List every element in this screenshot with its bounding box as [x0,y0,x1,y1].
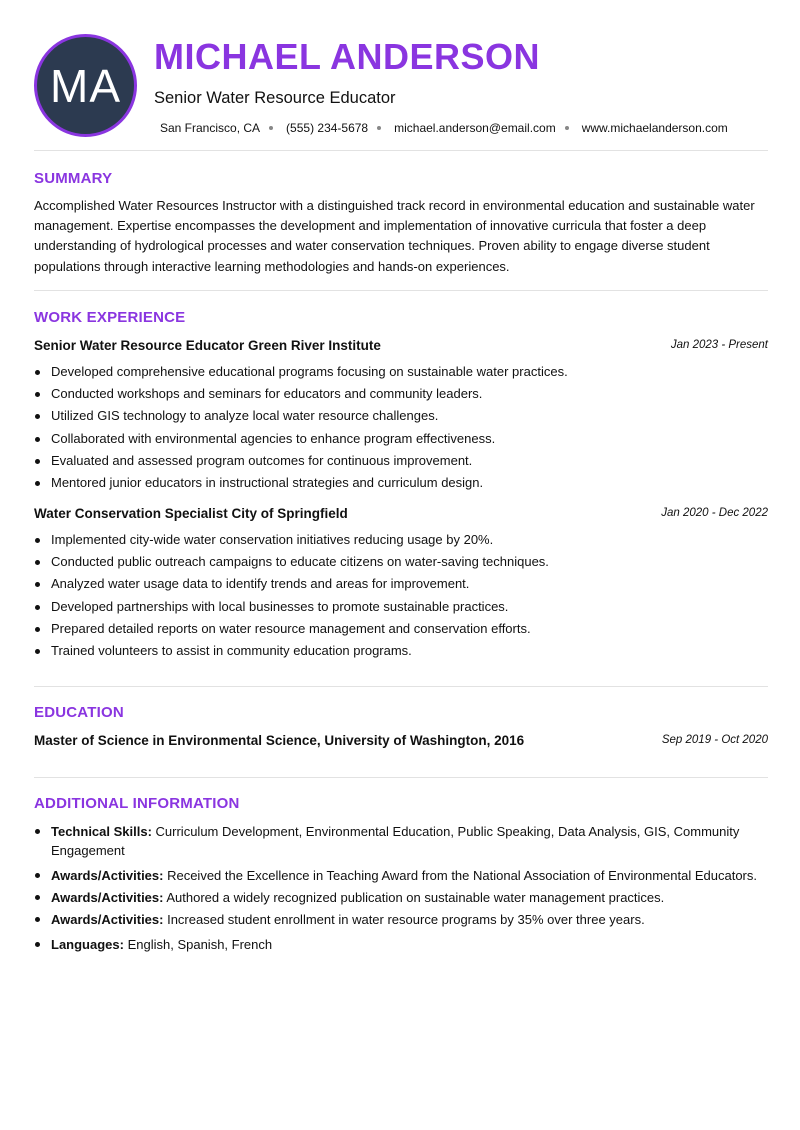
item-label: Awards/Activities: [51,890,164,905]
job-dates: Jan 2020 - Dec 2022 [661,507,768,519]
job-header [34,506,768,524]
item-label: Languages: [51,937,124,952]
item-text: Received the Excellence in Teaching Award from the National Association of Environmental Educators. [163,868,757,883]
list-item: Developed comprehensive educational programs focusing on sustainable water practices. [51,362,766,384]
job-title: Senior Water Resource Educator Green River Institute [34,338,381,353]
contact-phone: (555) 234-5678 [286,121,369,135]
divider [34,777,768,778]
item-text: Increased student enrollment in water resource programs by 35% over three years. [163,912,645,927]
avatar-initials: MA [50,59,121,112]
job-header [34,338,768,356]
job-bullets [51,362,766,495]
item-label: Awards/Activities: [51,912,164,927]
work-experience-heading: WORK EXPERIENCE [34,309,186,326]
list-item: Analyzed water usage data to identify trends and areas for improvement. [51,574,766,596]
separator-dot [377,126,381,130]
education-entry [34,733,768,751]
list-item [51,822,766,860]
summary-heading: SUMMARY [34,170,113,187]
education-dates: Sep 2019 - Oct 2020 [661,734,768,746]
list-item [51,866,766,885]
list-item: Utilized GIS technology to analyze local water resource challenges. [51,406,766,428]
list-item: Trained volunteers to assist in community education programs. [51,641,766,663]
list-item: Evaluated and assessed program outcomes for continuous improvement. [51,451,766,473]
summary-text: Accomplished Water Resources Instructor with a distinguished track record in environmental education and sustainable water management. Expertise encompasses the development and implementation of innovative curricula that foster a deep understanding of hydrological processes and water conservation techniques. Proven ability to engage diverse student populations through interactive learning methodologies and hands-on experiences. [34,198,755,274]
list-item [51,935,766,954]
additional-info-heading: ADDITIONAL INFORMATION [34,795,240,812]
list-item [51,888,766,907]
contact-info [160,121,728,135]
candidate-title: Senior Water Resource Educator [154,89,396,107]
item-text: Authored a widely recognized publication on sustainable water management practices. [163,890,665,905]
list-item: Mentored junior educators in instructional strategies and curriculum design. [51,473,766,495]
list-item: Prepared detailed reports on water resource management and conservation efforts. [51,619,766,641]
degree: Master of Science in Environmental Science, University of Washington, 2016 [34,733,525,748]
education-heading: EDUCATION [34,704,124,721]
avatar [34,34,137,137]
item-label: Technical Skills: [51,824,152,839]
item-label: Awards/Activities: [51,868,164,883]
divider [34,686,768,687]
additional-info-list [51,822,766,954]
candidate-name: MICHAEL ANDERSON [154,36,541,77]
list-item: Collaborated with environmental agencies to enhance program effectiveness. [51,429,766,451]
job-title: Water Conservation Specialist City of Springfield [34,506,348,521]
list-item: Conducted public outreach campaigns to educate citizens on water-saving techniques. [51,552,766,574]
list-item: Implemented city-wide water conservation initiatives reducing usage by 20%. [51,530,766,552]
contact-email[interactable]: michael.anderson@email.com [394,121,556,135]
list-item [51,910,766,929]
contact-website[interactable]: www.michaelanderson.com [581,121,728,135]
separator-dot [269,126,273,130]
contact-location: San Francisco, CA [160,121,261,135]
separator-dot [565,126,569,130]
job-dates: Jan 2023 - Present [670,339,768,351]
item-text: English, Spanish, French [123,937,273,952]
divider [34,290,768,291]
list-item: Developed partnerships with local businesses to promote sustainable practices. [51,597,766,619]
resume-header [34,34,768,138]
list-item: Conducted workshops and seminars for educators and community leaders. [51,384,766,406]
job-bullets [51,530,766,663]
divider [34,150,768,151]
item-text: Curriculum Development, Environmental Education, Public Speaking, Data Analysis, GIS, Community Engagement [51,824,740,858]
